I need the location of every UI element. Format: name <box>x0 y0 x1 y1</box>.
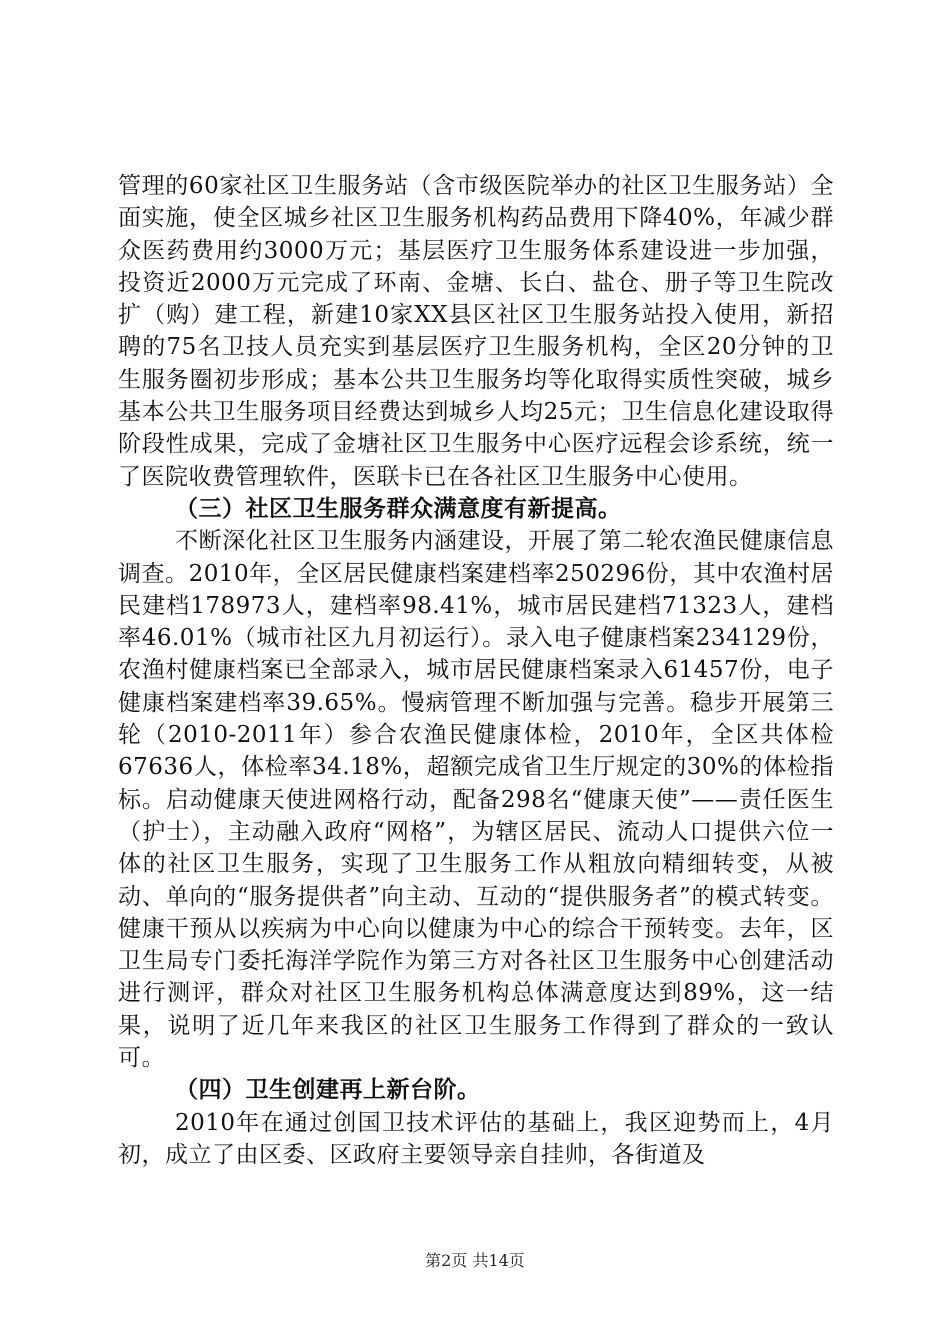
paragraph-section-4: 2010年在通过创国卫技术评估的基础上，我区迎势而上，4月初，成立了由区委、区政府主要领导亲自挂帅，各街道及 <box>118 1109 834 1168</box>
section-heading-4: （四）卫生创建再上新台阶。 <box>175 1077 481 1104</box>
document-body <box>118 170 834 1171</box>
paragraph-continuation: 管理的60家社区卫生服务站（含市级医院举办的社区卫生服务站）全面实施，使全区城乡社区卫生服务机构药品费用下降40%，年减少群众医药费用约3000万元；基层医疗卫生服务体系建设进一步加强，投资近2000万元完成了环南、金塘、长白、盐仓、册子等卫生院改扩（购）建工程，新建10家XX县区社区卫生服务站投入使用，新招聘的75名卫技人员充实到基层医疗卫生服务机构，全区20分钟的卫生服务圈初步形成；基本公共卫生服务均等化取得实质性突破，城乡基本公共卫生服务项目经费达到城乡人均25元；卫生信息化建设取得阶段性成果，完成了金塘社区卫生服务中心医疗远程会诊系统，统一了医院收费管理软件，医联卡已在各社区卫生服务中心使用。 <box>118 173 834 490</box>
page-number-footer: 第2页 共14页 <box>425 1251 525 1270</box>
section-heading-3: （三）社区卫生服务群众满意度有新提高。 <box>175 495 622 522</box>
paragraph-section-3: 不断深化社区卫生服务内涵建设，开展了第二轮农渔民健康信息调查。2010年，全区居民健康档案建档率250296份，其中农渔村居民建档178973人，建档率98.41%，城市居民建档71323人，建档率46.01%（城市社区九月初运行）。录入电子健康档案234129份，农渔村健康档案已全部录入，城市居民健康档案录入61457份，电子健康档案建档率39.65%。慢病管理不断加强与完善。稳步开展第三轮（2010-2011年）参合农渔民健康体检，2010年，全区共体检67636人，体检率34.18%，超额完成省卫生厅规定的30%的体检指标。启动健康天使进网格行动，配备298名“健康天使”——责任医生（护士），主动融入政府“网格”，为辖区居民、流动人口提供六位一体的社区卫生服务，实现了卫生服务工作从粗放向精细转变，从被动、单向的“服务提供者”向主动、互动的“提供服务者”的模式转变。健康干预从以疾病为中心向以健康为中心的综合干预转变。去年，区卫生局专门委托海洋学院作为第三方对各社区卫生服务中心创建活动进行测评，群众对社区卫生服务机构总体满意度达到89%，这一结果，说明了近几年来我区的社区卫生服务工作得到了群众的一致认可。 <box>118 528 834 1072</box>
